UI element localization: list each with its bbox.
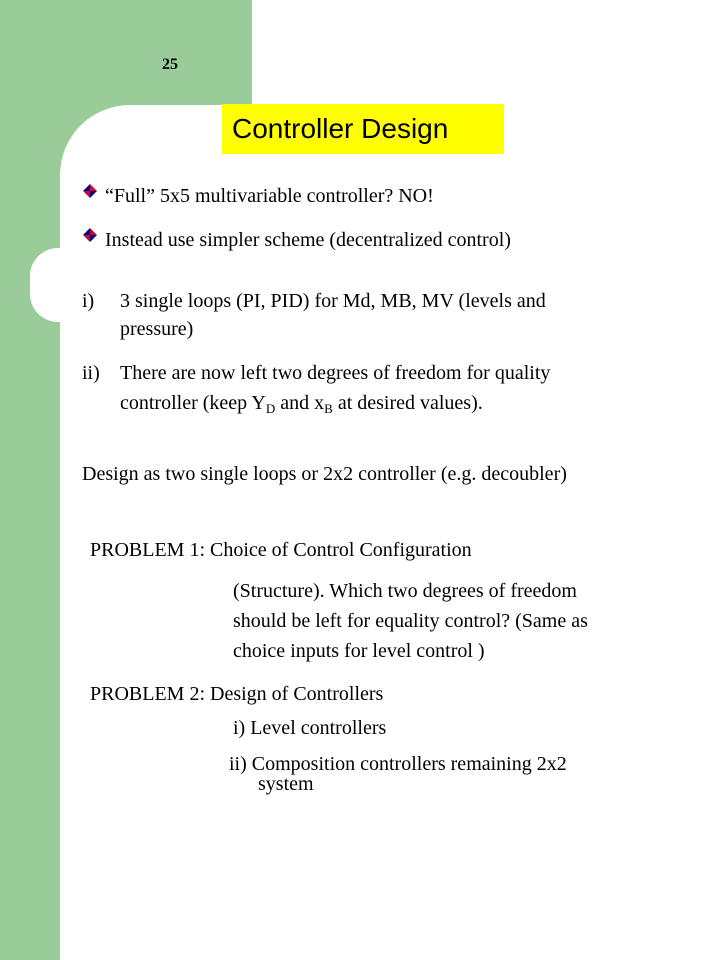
item-i-line-1: 3 single loops (PI, PID) for Md, MB, MV (levels and <box>120 290 546 312</box>
problem-1-line-2: should be left for equality control? (Same as <box>233 610 588 632</box>
bullet-arrow-icon <box>83 228 97 242</box>
design-note: Design as two single loops or 2x2 controller (e.g. decoubler) <box>82 463 567 485</box>
subscript-b: B <box>324 401 333 416</box>
item-i-line-2: pressure) <box>120 318 194 340</box>
problem-1-line-1: (Structure). Which two degrees of freedom <box>233 580 577 602</box>
item-marker-ii: ii) <box>82 362 100 384</box>
problem-2-item-2: ii) Composition controllers remaining 2x2 <box>229 753 567 775</box>
problem-1-heading: PROBLEM 1: Choice of Control Configuration <box>90 539 472 561</box>
item-ii-text-c: at desired values). <box>332 392 483 414</box>
sidebar-decoration <box>0 0 60 960</box>
item-ii-text-b: and x <box>275 392 325 414</box>
subscript-d: D <box>265 401 276 416</box>
item-ii-line-2 <box>120 389 483 423</box>
problem-1-line-3: choice inputs for level control ) <box>233 640 485 662</box>
item-ii-text-a: controller (keep Y <box>120 392 266 414</box>
bullet-arrow-icon <box>83 184 97 198</box>
problem-2-item-1: i) Level controllers <box>233 717 387 739</box>
bullet-decentralized: Instead use simpler scheme (decentralized control) <box>105 229 511 251</box>
problem-2-item-2-cont: system <box>258 773 314 795</box>
page-title: Controller Design <box>222 104 504 154</box>
item-marker-i: i) <box>82 290 95 312</box>
item-ii-line-1: There are now left two degrees of freedom for quality <box>120 362 551 384</box>
problem-2-heading: PROBLEM 2: Design of Controllers <box>90 683 384 705</box>
page-number: 25 <box>162 56 178 73</box>
bullet-full-controller: “Full” 5x5 multivariable controller? NO! <box>105 185 434 207</box>
